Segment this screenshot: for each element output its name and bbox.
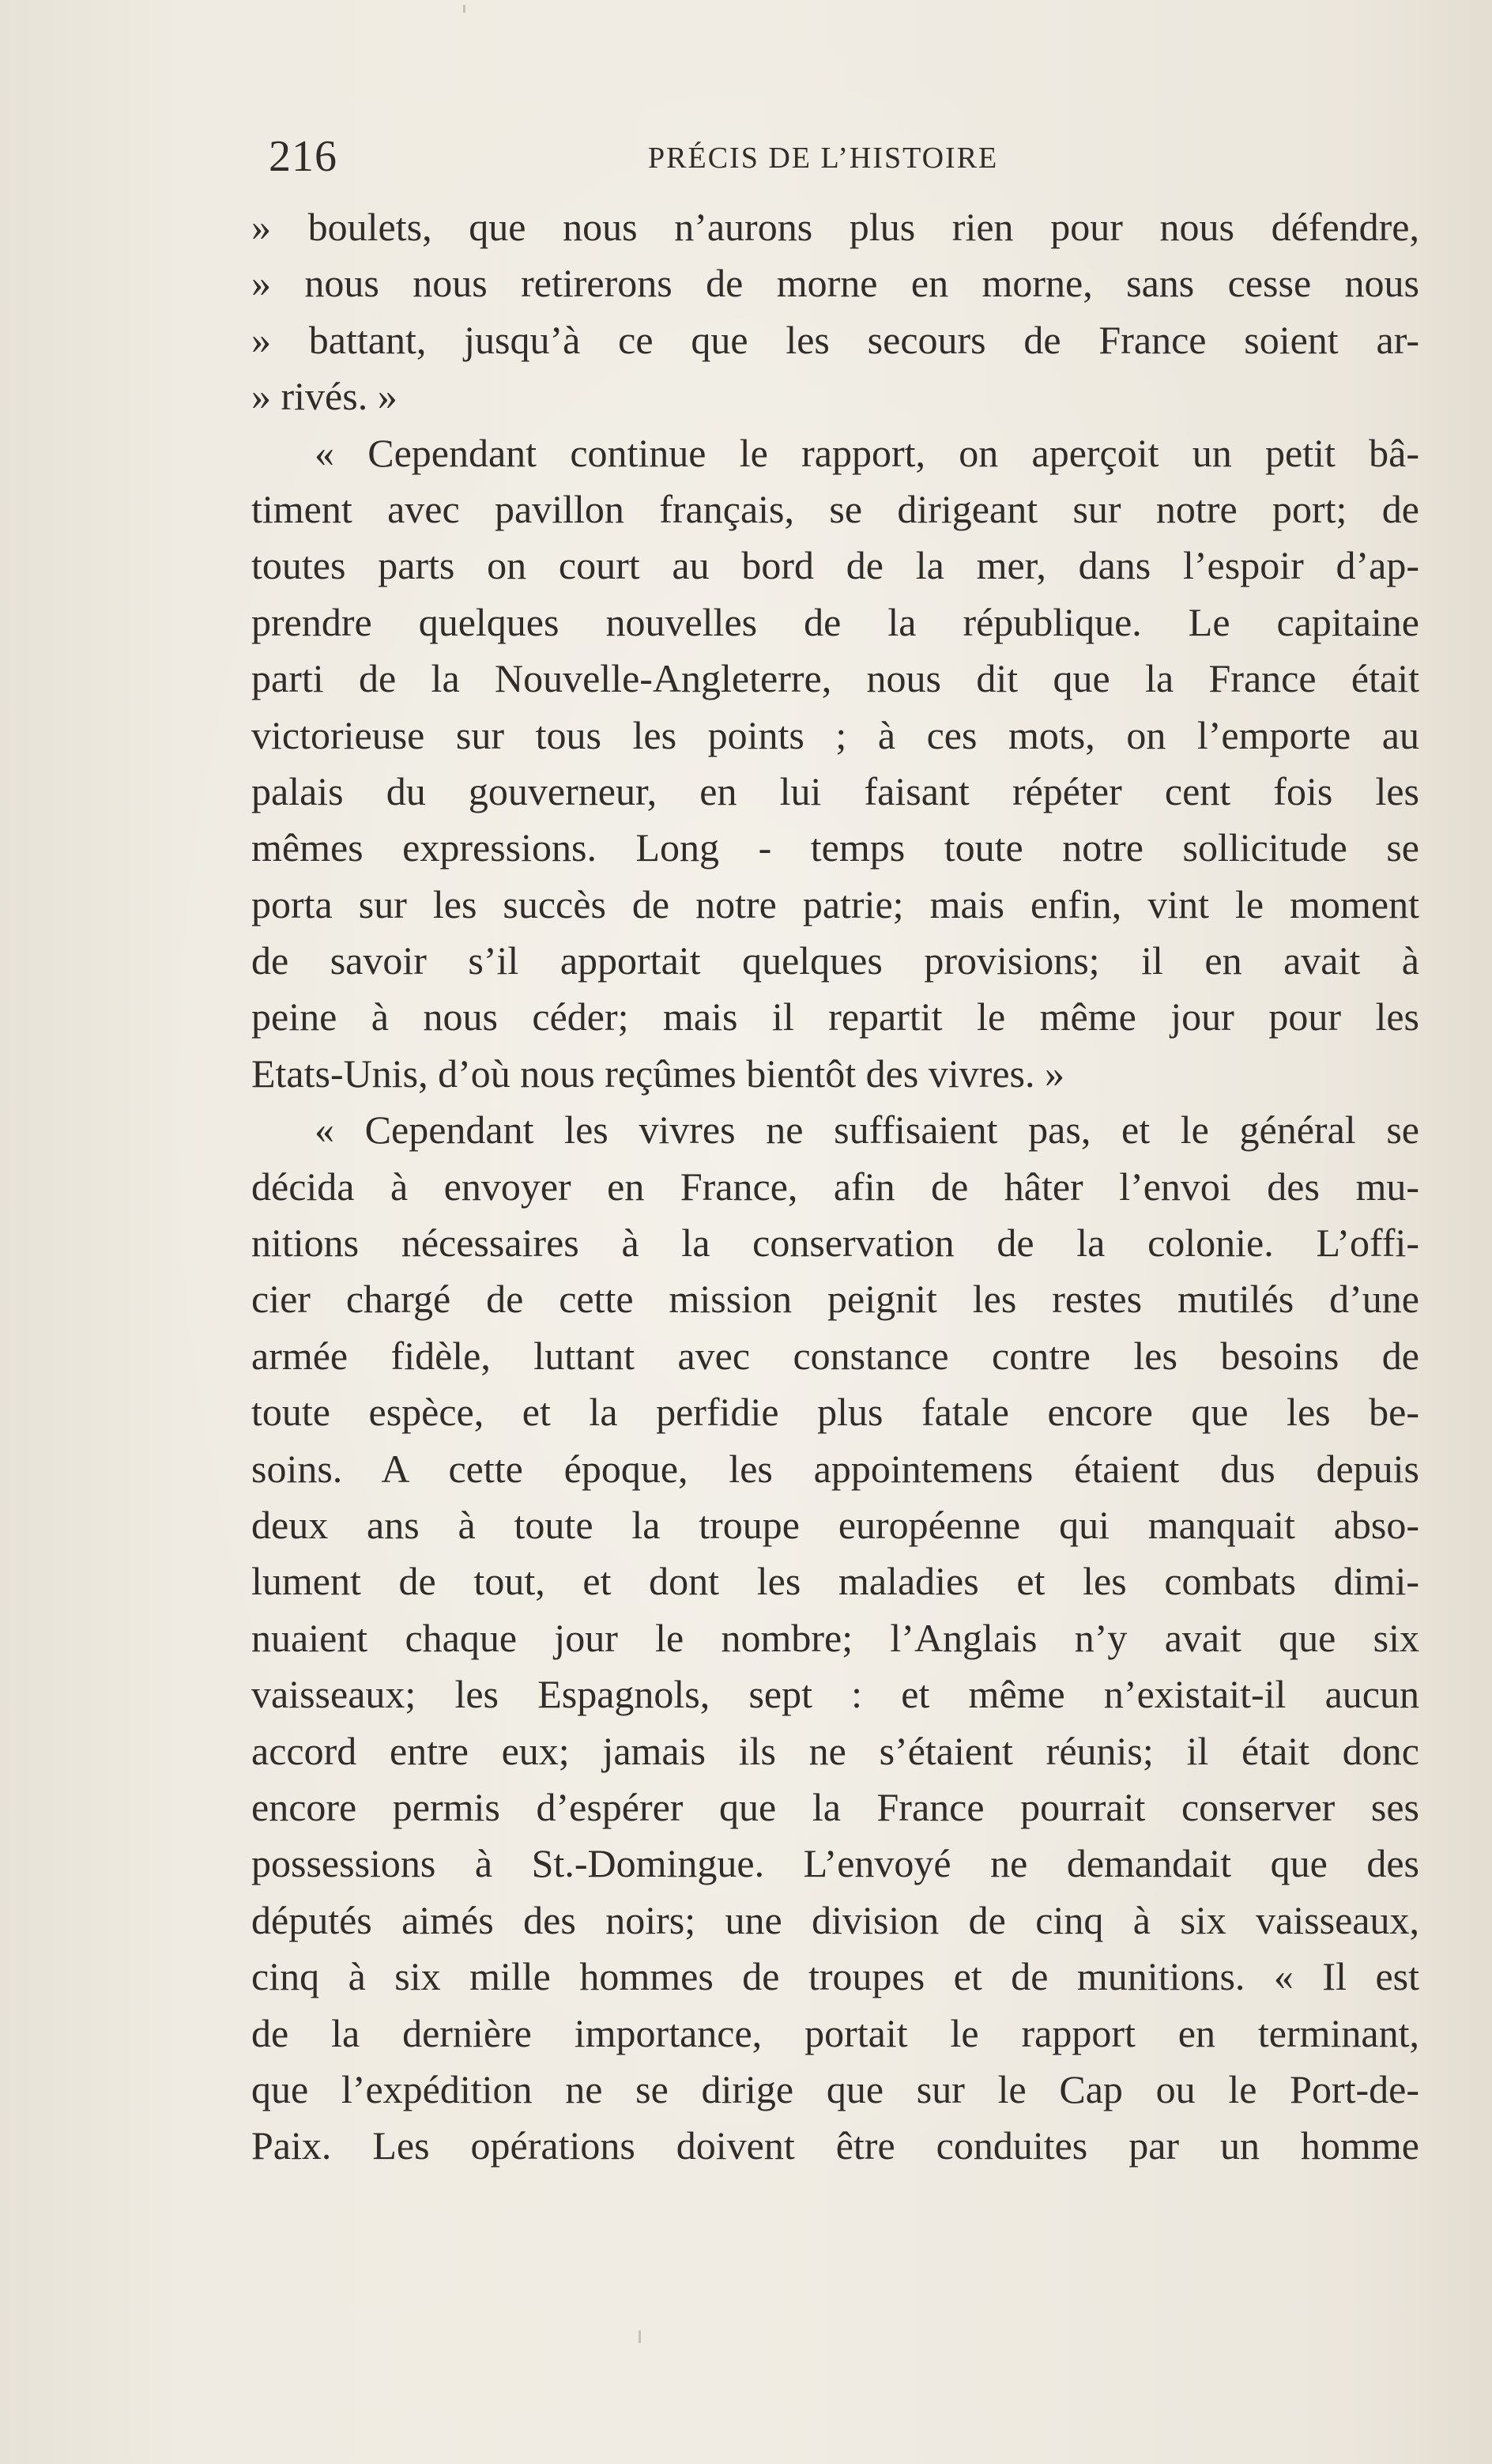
text-line: de la dernière importance, portait le rapport en terminant, <box>251 2010 1419 2055</box>
text-line: deux ans à toute la troupe européenne qui manquait abso- <box>251 1502 1419 1547</box>
text-line: de savoir s’il apportait quelques provisions; il en avait à <box>251 938 1419 983</box>
text-line: cier chargé de cette mission peignit les restes mutilés d’une <box>251 1277 1419 1322</box>
text-line: « Cependant continue le rapport, on aperçoit un petit bâ- <box>315 430 1419 475</box>
text-line: » battant, jusqu’à ce que les secours de France soient ar- <box>251 317 1419 362</box>
text-line: accord entre eux; jamais ils ne s’étaient réunis; il était donc <box>251 1728 1419 1773</box>
text-line: » nous nous retirerons de morne en morne, sans cesse nous <box>251 261 1419 306</box>
text-line: soins. A cette époque, les appointemens étaient dus depuis <box>251 1446 1419 1491</box>
page-number: 216 <box>269 132 337 181</box>
text-line: Paix. Les opérations doivent être conduites par un homme <box>251 2123 1419 2168</box>
text-line: « Cependant les vivres ne suffisaient pas, et le général se <box>315 1107 1419 1153</box>
text-line: toute espèce, et la perfidie plus fatale encore que les be- <box>251 1390 1419 1435</box>
text-line: armée fidèle, luttant avec constance contre les besoins de <box>251 1333 1419 1378</box>
text-line: cinq à six mille hommes de troupes et de munitions. « Il est <box>251 1954 1419 1999</box>
text-line: encore permis d’espérer que la France pourrait conserver ses <box>251 1784 1419 1829</box>
text-line: lument de tout, et dont les maladies et les combats dimi- <box>251 1559 1419 1604</box>
text-line: Etats-Unis, d’où nous reçûmes bientôt des vivres. » <box>251 1051 1064 1096</box>
text-line: palais du gouverneur, en lui faisant répéter cent fois les <box>251 768 1419 813</box>
text-line: toutes parts on court au bord de la mer, dans l’espoir d’ap- <box>251 543 1419 588</box>
text-line: prendre quelques nouvelles de la république. Le capitaine <box>251 599 1419 644</box>
text-line: nitions nécessaires à la conservation de la colonie. L’offi- <box>251 1221 1419 1266</box>
text-line: timent avec pavillon français, se dirigeant sur notre port; de <box>251 486 1419 531</box>
text-line: porta sur les succès de notre patrie; mais enfin, vint le moment <box>251 881 1419 926</box>
page-header <box>269 133 1422 180</box>
text-line: décida à envoyer en France, afin de hâter l’envoi des mu- <box>251 1164 1419 1209</box>
running-head: PRÉCIS DE L’HISTOIRE <box>648 142 999 175</box>
text-line: » boulets, que nous n’aurons plus rien pour nous défendre, <box>251 205 1419 249</box>
text-line: peine à nous céder; mais il repartit le même jour pour les <box>251 994 1419 1040</box>
paper-speck <box>463 5 465 13</box>
text-line: possessions à St.-Domingue. L’envoyé ne demandait que des <box>251 1841 1419 1886</box>
text-line: mêmes expressions. Long - temps toute notre sollicitude se <box>251 825 1419 870</box>
text-line: » rivés. » <box>251 374 397 419</box>
body-text <box>251 199 1419 2175</box>
text-line: nuaient chaque jour le nombre; l’Anglais n’y avait que six <box>251 1615 1419 1660</box>
text-line: députés aimés des noirs; une division de cinq à six vaisseaux, <box>251 1897 1419 1942</box>
text-line: vaisseaux; les Espagnols, sept : et même n’existait-il aucun <box>251 1672 1419 1717</box>
text-line: victorieuse sur tous les points ; à ces mots, on l’emporte au <box>251 712 1419 757</box>
paper-speck <box>639 2330 641 2343</box>
text-line: que l’expédition ne se dirige que sur le Cap ou le Port-de- <box>251 2066 1419 2111</box>
text-line: parti de la Nouvelle-Angleterre, nous dit que la France était <box>251 656 1419 701</box>
